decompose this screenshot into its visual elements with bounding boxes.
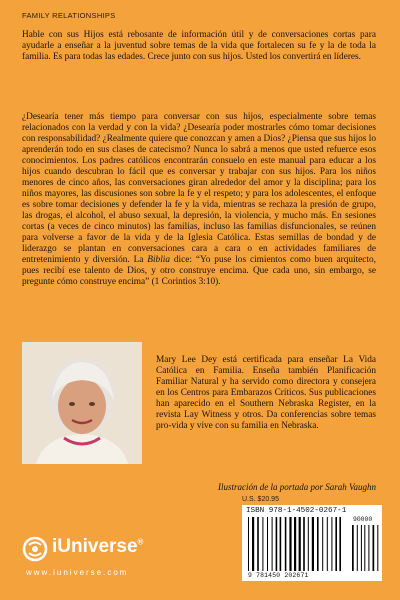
barcode-bar — [339, 517, 341, 571]
barcode-bar — [248, 517, 249, 571]
intro-paragraph: Hable con sus Hijos está rebosante de información útil y de conversaciones cortas para ayudarle a enseñar a la juventud sobre temas de la vida que fortalecen su fe y la de toda la familia. Es para todas las edades. Crece junto con sus hijos. Usted los convertirá en líderes. — [22, 30, 376, 62]
publisher-url[interactable]: www.iuniverse.com — [26, 568, 129, 577]
author-portrait-image — [22, 342, 142, 464]
barcode-ext-bar — [357, 525, 358, 571]
barcode-ext-bar — [352, 525, 354, 571]
publisher-name — [52, 536, 143, 558]
barcode-bar — [276, 517, 278, 571]
barcode-extension: 90000 — [353, 516, 373, 523]
publisher-name-text: iUniverse — [52, 536, 138, 557]
description-paragraph — [22, 112, 376, 288]
barcode-bar — [308, 517, 309, 571]
description-quote: dice: “Yo puse los cimientos como buen arquitecto, pues recibí ese talento de Dios, y otro construye encima. Que cada uno, sin embargo, se pregunte cómo construye encima” (1 Corintios 3:10). — [22, 255, 376, 287]
barcode-digits: 9 781450 202671 — [248, 572, 309, 579]
author-photo — [22, 342, 142, 464]
barcode-bar — [272, 517, 273, 571]
barcode-bar — [317, 517, 319, 571]
isbn-text: ISBN 978-1-4502-0267-1 — [246, 507, 347, 515]
barcode-bar — [331, 517, 332, 571]
barcode-bar — [262, 517, 263, 571]
iuniverse-swirl-icon — [22, 536, 48, 562]
barcode-bar — [267, 517, 268, 571]
barcode-bar — [294, 517, 296, 571]
barcode-bar — [312, 517, 314, 571]
barcode-bar — [335, 517, 337, 571]
author-bio: Mary Lee Dey está certificada para enseñar La Vida Católica en Familia. Enseña también Planificación Familiar Natural y ha servido como directora y consejera en los Centros para Embarazos Críticos. Sus publicaciones han aparecido en el Southern Nebraska Register, en la revista Lay Witness y otros. Da conferencias sobre temas pro-vida y vive con su familia en Nebraska. — [156, 355, 376, 431]
barcode-bar — [285, 517, 287, 571]
barcode-bar — [252, 517, 254, 571]
price-label: U.S. $20.95 — [242, 496, 279, 503]
barcode-bar — [303, 517, 305, 571]
registered-mark: ® — [137, 537, 144, 547]
barcode-bar — [327, 517, 328, 571]
barcode-ext-bar — [368, 525, 369, 571]
description-main: ¿Desearía tener más tiempo para conversar con sus hijos, especialmente sobre temas relacionados con la verdad y con la vida? ¿Desearía poder mostrarles cómo tomar decisiones con responsabilidad? ¿Realmente quiere que conozcan y amen a Dios? ¿Piensa que sus hijos lo aprenderán todo en sus clases de catecismo? Nunca lo sabrá a menos que usted refuerce esos conocimientos. Los padres católicos encontrarán consuelo en este manual para educar a los hijos cuando descubran lo fácil que es conversar y trabajar con sus hijos. Para los niños menores de cinco años, las conversaciones giran alrededor del amor y la disciplina; para los niños mayores, las discusiones son sobre la fe y el respeto; y para los adolescentes, el enfoque es sobre tomar decisiones y defender la fe y la vida, mientras se rechaza la presión de grupo, las drogas, el alcohol, el abuso sexual, la depresión, la violencia, y mucho más. En sesiones cortas (a veces de cinco minutos) las familias, incluso las familias disfuncionales, se reúnen para volverse a favor de la vida y de la Iglesia Católica. Estas semillas de bondad y de liderazgo se plantan en conversaciones cara a cara o en actividades familiares de entretenimiento y diversión. La — [22, 112, 376, 265]
barcode-bar — [299, 517, 301, 571]
barcode-bar — [257, 517, 259, 571]
barcode-ext-bar — [361, 525, 362, 571]
barcode-ext-bar — [364, 525, 365, 571]
barcode-bar — [280, 517, 282, 571]
barcode-bar — [322, 517, 323, 571]
barcode-bar — [289, 517, 291, 571]
illustration-credit: Ilustración de la portada por Sarah Vaughn — [217, 482, 376, 492]
barcode-ext-bar — [377, 525, 378, 571]
category-label: FAMILY RELATIONSHIPS — [22, 11, 116, 20]
bible-title: Biblia — [147, 255, 171, 265]
barcode-ext-bar — [373, 525, 375, 571]
isbn-barcode — [242, 505, 382, 581]
